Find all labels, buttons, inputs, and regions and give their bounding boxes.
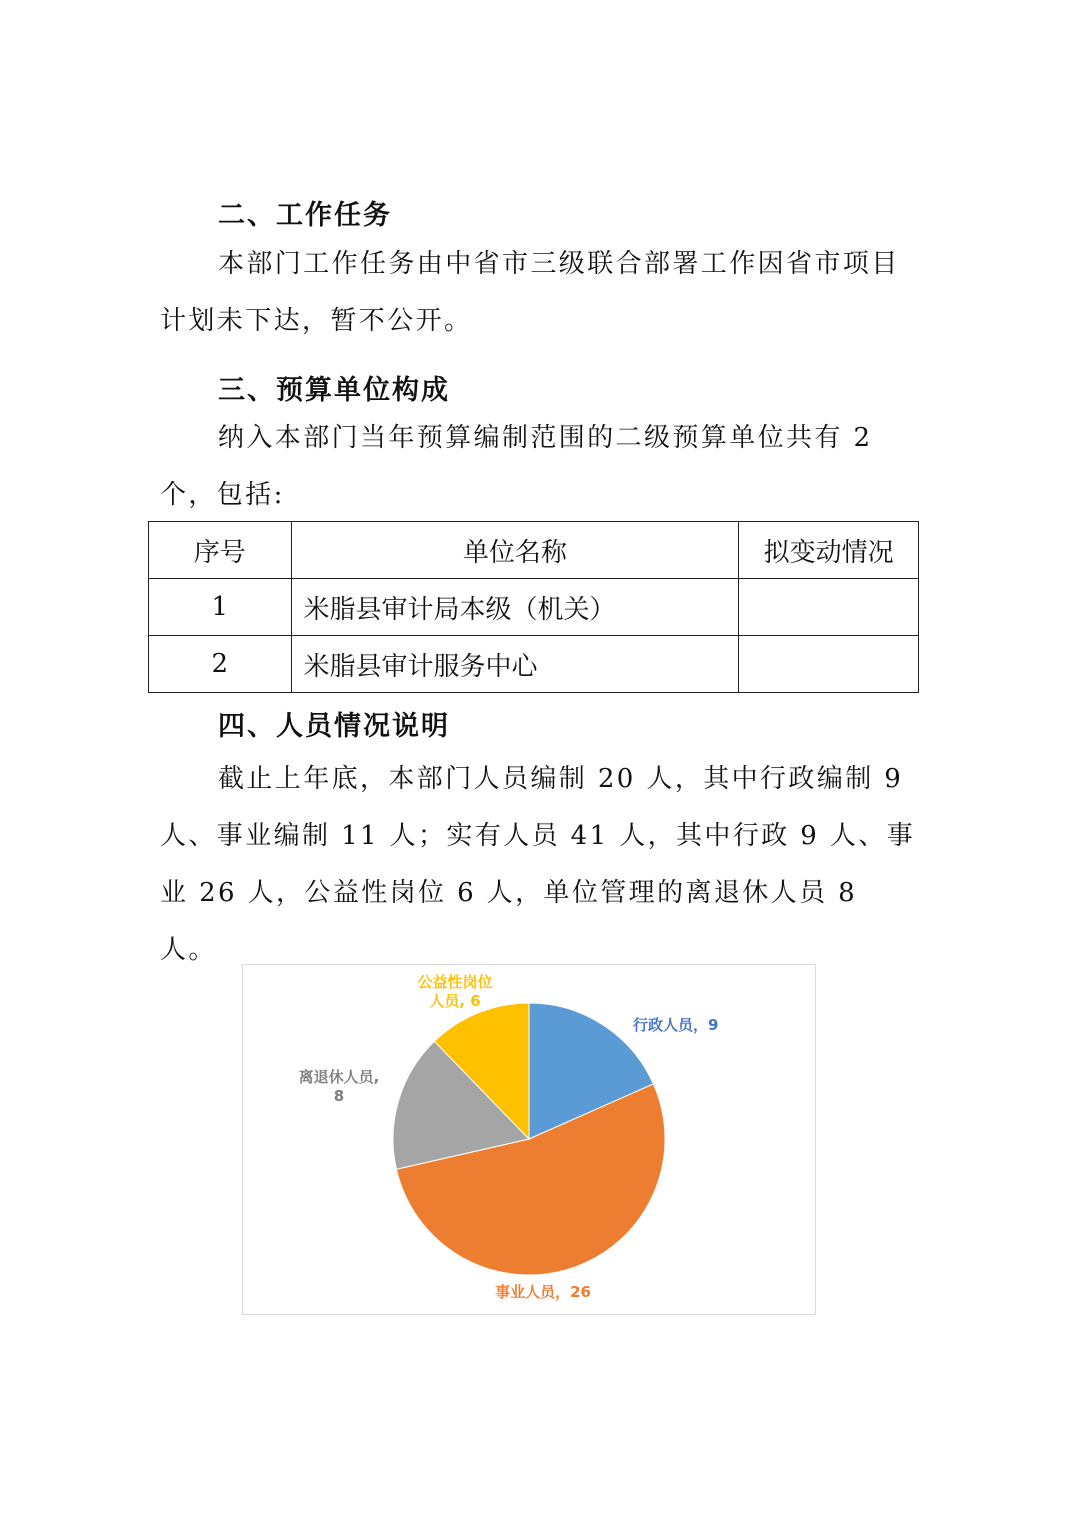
table-row <box>149 579 919 636</box>
pie-data-label: 离退休人员, 8 <box>298 1068 380 1105</box>
table-row <box>149 636 919 693</box>
table-header-index: 序号 <box>149 522 292 579</box>
table-header-unit-name: 单位名称 <box>291 522 739 579</box>
section2-heading: 二、工作任务 <box>218 200 392 231</box>
table-cell-index: 1 <box>149 579 292 636</box>
section2-paragraph: 本部门工作任务由中省市三级联合部署工作因省市项目计划未下达，暂不公开。 <box>160 249 900 336</box>
table-cell-change <box>739 636 919 693</box>
pie-data-label: 行政人员，9 <box>633 1016 719 1034</box>
budget-units-table <box>148 521 919 693</box>
table-cell-change <box>739 579 919 636</box>
table-header-row <box>149 522 919 579</box>
table-cell-index: 2 <box>149 636 292 693</box>
section4-heading: 四、人员情况说明 <box>218 711 450 742</box>
table-cell-unit-name: 米脂县审计服务中心 <box>291 636 739 693</box>
section4-paragraph: 截止上年底，本部门人员编制 20 人，其中行政编制 9 人、事业编制 11 人；实有人员 41 人，其中行政 9 人、事业 26 人，公益性岗位 6 人，单位管理的离退休人员 8 人。 <box>160 764 916 965</box>
pie-chart-svg <box>243 965 815 1314</box>
table-cell-unit-name: 米脂县审计局本级（机关） <box>291 579 739 636</box>
pie-data-label: 事业人员，26 <box>495 1283 591 1301</box>
staff-pie-chart <box>242 964 816 1315</box>
section3-heading: 三、预算单位构成 <box>218 375 450 406</box>
section3-paragraph: 纳入本部门当年预算编制范围的二级预算单位共有 2 个，包括: <box>160 423 873 510</box>
pie-data-label: 公益性岗位人员, 6 <box>417 973 493 1010</box>
table-header-change: 拟变动情况 <box>739 522 919 579</box>
